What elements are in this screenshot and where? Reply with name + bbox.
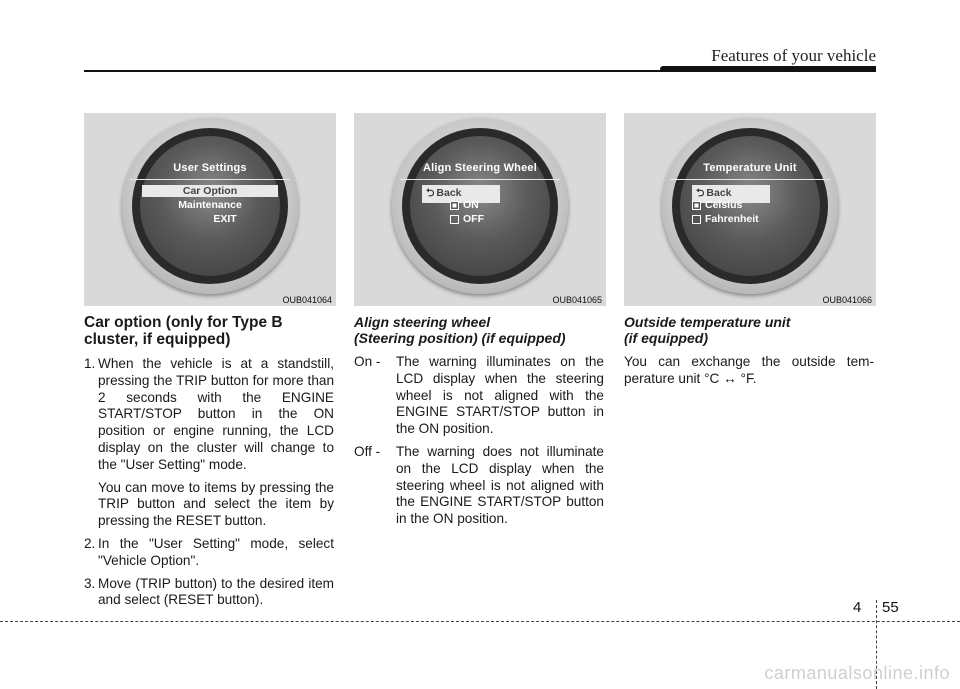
chapter-number: 4 bbox=[853, 599, 862, 616]
back-arrow-icon: ⮌ bbox=[696, 187, 705, 199]
screen-item: Maintenance bbox=[178, 199, 242, 211]
checkbox-empty-icon bbox=[450, 215, 459, 224]
gauge-dial bbox=[122, 118, 298, 294]
screen-title: Temperature Unit bbox=[703, 162, 797, 174]
screen-item: Celsius bbox=[692, 199, 742, 211]
gauge-dial bbox=[662, 118, 838, 294]
section-heading: Outside temperature unit (if equipped) bbox=[624, 314, 791, 346]
definition-item: Off - The warning does not illuminate on the LCD display when the steering wheel is not aligned with the ENGINE START/STOP button in the ON position. bbox=[354, 443, 604, 527]
page-number: 55 bbox=[882, 599, 899, 616]
screen-item: EXIT bbox=[213, 213, 237, 225]
screen-divider bbox=[400, 179, 560, 180]
screen-title: User Settings bbox=[173, 162, 247, 174]
checkbox-checked-icon bbox=[450, 201, 459, 210]
section-align-steering-wheel bbox=[354, 314, 604, 534]
screen-item: OFF bbox=[450, 213, 484, 225]
screen-divider bbox=[130, 179, 290, 180]
watermark-text: carmanualsonline.info bbox=[764, 663, 950, 683]
header-rule bbox=[84, 70, 876, 72]
gauge-dial bbox=[392, 118, 568, 294]
running-header: Features of your vehicle bbox=[711, 46, 876, 65]
figure-code: OUB041066 bbox=[822, 295, 872, 305]
definition-item: On - The warning illuminates on the LCD display when the steering wheel is not aligned with the ENGINE START/STOP button in the ON position. bbox=[354, 354, 604, 437]
list-item: 3. Move (TRIP button) to the desired item and select (RESET button). bbox=[84, 575, 334, 608]
section-car-option bbox=[84, 314, 334, 615]
cluster-image-align-steering bbox=[354, 113, 606, 306]
list-item-note: You can move to items by pressing the TRIP button and select the item by pressing the RESET button. bbox=[98, 479, 334, 529]
screen-item-selected: Car Option bbox=[142, 185, 278, 197]
checkbox-checked-icon bbox=[692, 201, 701, 210]
screen-title: Align Steering Wheel bbox=[422, 162, 537, 174]
screen-item: ON bbox=[450, 199, 479, 211]
screen-item: Fahrenheit bbox=[692, 213, 759, 225]
cluster-image-temperature-unit bbox=[624, 113, 876, 306]
cluster-image-user-settings bbox=[84, 113, 336, 306]
list-item: 2. In the "User Setting" mode, select "Vehicle Option". bbox=[84, 535, 334, 568]
section-heading: Align steering wheel (Steering position) (if equipped) bbox=[354, 314, 566, 346]
figure-code: OUB041064 bbox=[282, 295, 332, 305]
screen-divider bbox=[670, 179, 830, 180]
section-outside-temperature bbox=[624, 314, 874, 388]
footer-rule bbox=[0, 621, 960, 622]
screen-item-selected: ⮌ Back bbox=[692, 185, 770, 203]
figure-code: OUB041065 bbox=[552, 295, 602, 305]
section-heading: Car option (only for Type B cluster, if equipped) bbox=[84, 314, 283, 348]
screen-item-selected: ⮌ Back bbox=[422, 185, 500, 203]
list-item: 1. When the vehicle is at a standstill, pressing the TRIP button for more than 2 seconds with the ENGINE START/STOP button in the ON position or engine running, the LCD display on the cluster will change to the "User Setting" mode. bbox=[84, 356, 334, 472]
checkbox-empty-icon bbox=[692, 215, 701, 224]
back-arrow-icon: ⮌ bbox=[426, 187, 435, 199]
body-text: You can exchange the outside tem-perature unit °C ↔ °F. bbox=[624, 354, 874, 386]
